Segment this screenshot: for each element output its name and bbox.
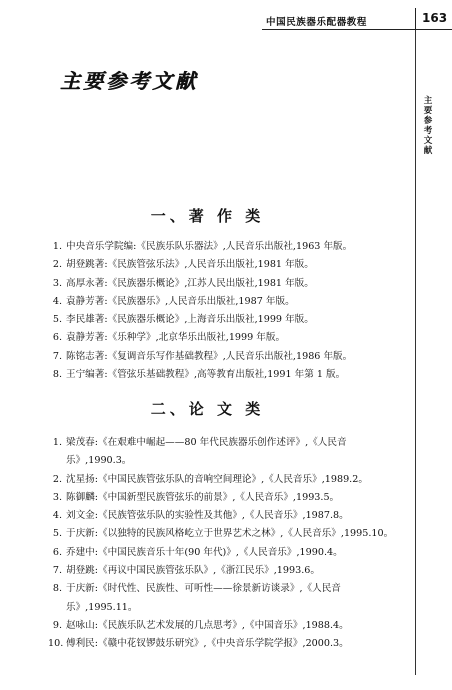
reference-item: 5. 于庆新:《以独特的民族风格屹立于世界艺术之林》,《人民音乐》,1995.10。: [52, 528, 394, 540]
reference-item: 7. 陈铭志著:《复调音乐写作基础教程》,人民音乐出版社,1986 年版。: [52, 350, 353, 362]
reference-item: 5. 李民雄著:《民族器乐概论》,上海音乐出版社,1999 年版。: [52, 314, 314, 326]
header-divider: [415, 8, 416, 32]
reference-item: 3. 高厚永著:《民族器乐概论》,江苏人民出版社,1981 年版。: [52, 277, 314, 289]
reference-item: 4. 袁静芳著:《民族器乐》,人民音乐出版社,1987 年版。: [52, 295, 295, 307]
side-tab-label: 主要参考文献: [423, 96, 433, 156]
reference-item: 8. 于庆新:《时代性、民族性、可听性——徐景新访谈录》,《人民音乐》,1995.11。: [52, 583, 341, 613]
section-heading-papers: 二、论 文 类: [150, 400, 265, 418]
section-heading-books: 一、著 作 类: [150, 207, 265, 225]
page-number: 163: [422, 11, 448, 25]
reference-item: 3. 陈御麟:《中国新型民族管弦乐的前景》,《人民音乐》,1993.5。: [52, 491, 340, 503]
reference-item: 1. 梁茂春:《在艰难中崛起——80 年代民族器乐创作述评》,《人民音乐》,1990.3。: [52, 437, 347, 467]
reference-item: 2. 胡登跳著:《民族管弦乐法》,人民音乐出版社,1981 年版。: [52, 259, 314, 271]
reference-item: 6. 袁静芳著:《乐种学》,北京华乐出版社,1999 年版。: [52, 332, 286, 344]
reference-item: 7. 胡登跳:《再议中国民族管弦乐队》,《浙江民乐》,1993.6。: [52, 565, 320, 577]
page-title: 主要参考文献: [60, 69, 198, 93]
reference-item: 8. 王宁编著:《管弦乐基础教程》,高等教育出版社,1991 年第 1 版。: [52, 369, 346, 381]
header-rule: [262, 29, 452, 30]
reference-item: 10. 傅利民:《赣中花钗锣鼓乐研究》,《中央音乐学院学报》,2000.3。: [48, 638, 349, 650]
margin-rule: [415, 30, 416, 675]
reference-item: 9. 赵咏山:《民族乐队艺术发展的几点思考》,《中国音乐》,1988.4。: [52, 619, 349, 631]
reference-item: 4. 刘文金:《民族管弦乐队的实验性及其他》,《人民音乐》,1987.8。: [52, 510, 349, 522]
running-header-title: 中国民族器乐配器教程: [266, 17, 368, 28]
reference-item: 1. 中央音乐学院编:《民族乐队乐器法》,人民音乐出版社,1963 年版。: [52, 241, 353, 252]
reference-item: 2. 沈星扬:《中国民族管弦乐队的音响空间理论》,《人民音乐》,1989.2。: [52, 473, 368, 485]
reference-list-books: [48, 238, 406, 384]
reference-item: 6. 乔建中:《中国民族音乐十年(90 年代)》,《人民音乐》,1990.4。: [52, 546, 343, 558]
reference-list-papers: [48, 434, 406, 654]
